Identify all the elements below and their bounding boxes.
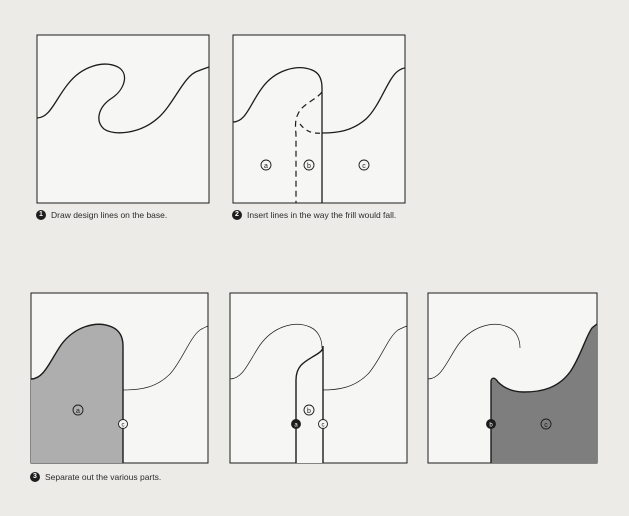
panel-2-part-b-label: b xyxy=(307,163,311,170)
panel-2-base xyxy=(233,35,405,203)
step-2-text: Insert lines in the way the frill would fall. xyxy=(247,210,397,220)
panel-1-base xyxy=(37,35,209,203)
panel-3c-part-c-marker xyxy=(541,419,551,429)
step-1-caption xyxy=(36,210,167,220)
step-3-caption xyxy=(30,472,161,482)
panel-2-part-c-marker xyxy=(359,160,369,170)
step-1-number: 1 xyxy=(36,210,46,220)
panel-3b-part-b-label: b xyxy=(307,408,311,415)
panel-3c-part-b-marker xyxy=(487,420,496,429)
panel-3c-part-c xyxy=(428,293,597,463)
panel-2-insert-lines xyxy=(233,35,405,203)
panel-3a-part-a-label: a xyxy=(76,408,80,415)
panel-3a-part-c-label: c xyxy=(121,422,125,429)
panel-3b-part-a-marker xyxy=(292,420,301,429)
panel-3b-part-c-marker xyxy=(319,420,328,429)
step-2-number: 2 xyxy=(232,210,242,220)
panel-2-part-a-label: a xyxy=(264,163,268,170)
step-3-text: Separate out the various parts. xyxy=(45,472,162,482)
panel-3b-part-b-marker xyxy=(304,405,314,415)
step-3-number: 3 xyxy=(30,472,40,482)
panel-3b-part-b xyxy=(230,293,407,463)
panel-3b-part-a-label: a xyxy=(294,422,298,429)
panel-2-part-b-marker xyxy=(304,160,314,170)
panel-3c-part-b-label: b xyxy=(489,422,493,429)
panel-2-part-a-marker xyxy=(261,160,271,170)
panel-2-part-c-label: c xyxy=(362,163,366,170)
panel-3a-part-a xyxy=(31,293,208,463)
step-1-text: Draw design lines on the base. xyxy=(51,210,168,220)
panel-3c-part-c-label: c xyxy=(544,422,548,429)
step-2-caption xyxy=(232,210,396,220)
panel-3a-part-a-marker xyxy=(73,405,83,415)
panel-3a-part-c-marker xyxy=(119,420,128,429)
panel-1-draw-design-lines xyxy=(37,35,209,203)
panel-3b-part-c-label: c xyxy=(321,422,325,429)
